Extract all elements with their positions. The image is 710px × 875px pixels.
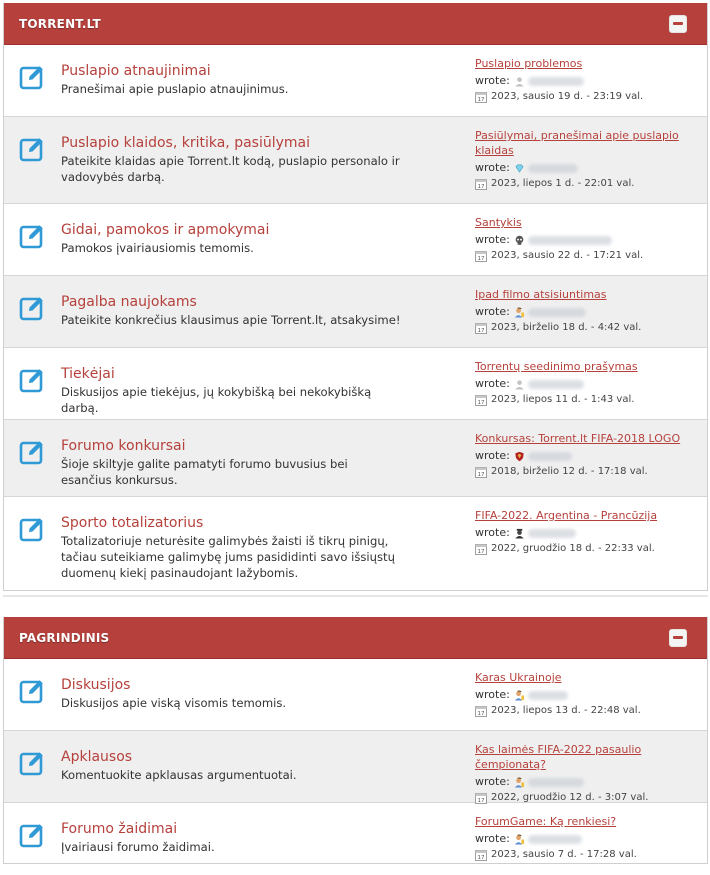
last-post [475, 431, 707, 479]
forum-description: Komentuokite apklausas argumentuotai. [61, 768, 297, 782]
calendar-icon [475, 178, 487, 190]
last-post-topic-link[interactable]: Kas laimės FIFA-2022 pasaulio čempionatą? [475, 743, 642, 771]
forum-edit-icon[interactable] [18, 62, 48, 92]
wrote-label: wrote: [475, 233, 510, 246]
last-post-topic-link[interactable]: Karas Ukrainoje [475, 671, 562, 684]
svg-text:17: 17 [477, 711, 485, 717]
last-post [475, 359, 707, 407]
last-post-date [475, 90, 707, 104]
forum-edit-icon[interactable] [18, 293, 48, 323]
calendar-icon [475, 543, 487, 555]
last-post-date [475, 465, 707, 479]
svg-text:17: 17 [477, 97, 485, 103]
date-text: 2022, gruodžio 12 d. - 3:07 val. [491, 792, 649, 803]
forum-title-link[interactable]: Forumo konkursai [61, 438, 186, 454]
forum-title-link[interactable]: Diskusijos [61, 677, 131, 693]
svg-text:17: 17 [477, 798, 485, 804]
forum-edit-icon[interactable] [18, 676, 48, 706]
date-text: 2023, liepos 11 d. - 1:43 val. [491, 394, 635, 405]
wrote-label: wrote: [475, 377, 510, 390]
forum-section-torrent [3, 3, 708, 591]
forum-edit-icon[interactable] [18, 134, 48, 164]
shield-icon [514, 451, 525, 462]
forum-row [4, 420, 707, 497]
date-text: 2023, sausio 19 d. - 23:19 val. [491, 91, 644, 102]
last-post-author [475, 161, 707, 175]
svg-text:17: 17 [477, 855, 485, 861]
last-post-topic-link[interactable]: FIFA-2022. Argentina - Prancūzija [475, 509, 658, 522]
forum-row [4, 45, 707, 117]
forum-edit-icon[interactable] [18, 514, 48, 544]
person-icon [514, 307, 525, 318]
wrote-label: wrote: [475, 526, 510, 539]
forum-title-link[interactable]: Puslapio klaidos, kritika, pasiūlymai [61, 135, 311, 151]
forum-description: Totalizatoriuje neturėsite galimybės žaisti iš tikrų pinigų, tačiau suteikiame galimybę jums pasididinti savo išsiųstų duomenų kiekį pasinaudojant lažybomis. [61, 534, 395, 580]
forum-description: Diskusijos apie tiekėjus, jų kokybišką bei nekokybišką darbą. [61, 385, 372, 415]
date-text: 2023, birželio 18 d. - 4:42 val. [491, 322, 642, 333]
user-icon [514, 76, 525, 87]
section-title: TORRENT.LT [19, 16, 101, 31]
author-name-redacted[interactable] [528, 691, 568, 700]
forum-title-link[interactable]: Puslapio atnaujinimai [61, 63, 211, 79]
last-post [475, 287, 707, 335]
last-post-date [475, 321, 707, 335]
last-post [475, 742, 707, 805]
collapse-icon[interactable] [669, 629, 687, 647]
forum-section-pagrindinis [3, 617, 708, 864]
forum-description: Pranešimai apie puslapio atnaujinimus. [61, 82, 289, 96]
wrote-label: wrote: [475, 775, 510, 788]
calendar-icon [475, 466, 487, 478]
last-post-topic-link[interactable]: Konkursas: Torrent.lt FIFA-2018 LOGO [475, 432, 681, 445]
forum-row [4, 348, 707, 420]
forum-row [4, 803, 707, 875]
last-post-author [475, 526, 707, 540]
section-divider [3, 595, 708, 597]
section-header [4, 617, 707, 659]
last-post-author [475, 305, 707, 319]
author-name-redacted[interactable] [528, 778, 584, 787]
last-post-date [475, 704, 707, 718]
person-icon [514, 834, 525, 845]
last-post-date [475, 393, 707, 407]
forum-row [4, 731, 707, 803]
last-post [475, 128, 707, 191]
svg-text:17: 17 [477, 549, 485, 555]
calendar-icon [475, 394, 487, 406]
forum-row [4, 497, 707, 590]
calendar-icon [475, 91, 487, 103]
last-post-topic-link[interactable]: Santykis [475, 216, 522, 229]
last-post-author [475, 775, 707, 789]
author-name-redacted[interactable] [528, 452, 572, 461]
forum-description: Pateikite klaidas apie Torrent.lt kodą, puslapio personalo ir vadovybės darbą. [61, 154, 400, 184]
forum-title-link[interactable]: Apklausos [61, 749, 133, 765]
wrote-label: wrote: [475, 74, 510, 87]
section-title: PAGRINDINIS [19, 630, 110, 645]
last-post-topic-link[interactable]: ForumGame: Ką renkiesi? [475, 815, 617, 828]
author-name-redacted[interactable] [528, 380, 584, 389]
last-post [475, 56, 707, 104]
last-post-author [475, 74, 707, 88]
last-post-date [475, 848, 707, 862]
forum-title-link[interactable]: Forumo žaidimai [61, 821, 178, 837]
forum-title-link[interactable]: Sporto totalizatorius [61, 515, 204, 531]
forum-row [4, 204, 707, 276]
last-post-author [475, 449, 707, 463]
forum-description: Įvairiausi forumo žaidimai. [61, 840, 215, 854]
wrote-label: wrote: [475, 305, 510, 318]
wrote-label: wrote: [475, 832, 510, 845]
forum-row [4, 117, 707, 204]
last-post-topic-link[interactable]: Ipad filmo atsisiuntimas [475, 288, 607, 301]
author-name-redacted[interactable] [528, 77, 584, 86]
author-name-redacted[interactable] [528, 236, 612, 245]
forum-row [4, 659, 707, 731]
author-name-redacted[interactable] [528, 835, 582, 844]
skull-icon [514, 235, 525, 246]
calendar-icon [475, 322, 487, 334]
date-text: 2023, sausio 7 d. - 17:28 val. [491, 849, 637, 860]
forum-description: Šioje skiltyje galite pamatyti forumo buvusius bei esančius konkursus. [61, 457, 348, 487]
forum-edit-icon[interactable] [18, 820, 48, 850]
wrote-label: wrote: [475, 161, 510, 174]
last-post-topic-link[interactable]: Torrentų seedinimo prašymas [475, 360, 638, 373]
date-text: 2022, gruodžio 18 d. - 22:33 val. [491, 543, 655, 554]
last-post-date [475, 542, 707, 556]
calendar-icon [475, 250, 487, 262]
forum-description: Pateikite konkrečius klausimus apie Torrent.lt, atsakysime! [61, 313, 401, 327]
last-post-author [475, 233, 707, 247]
last-post [475, 215, 707, 263]
author-name-redacted[interactable] [528, 308, 586, 317]
last-post-date [475, 177, 707, 191]
agent-icon [514, 528, 525, 539]
diamond-icon [514, 163, 525, 174]
forum-description: Diskusijos apie viską visomis temomis. [61, 696, 287, 710]
date-text: 2023, liepos 13 d. - 22:48 val. [491, 705, 641, 716]
last-post [475, 508, 707, 556]
calendar-icon [475, 849, 487, 861]
forum-title-link[interactable]: Tiekėjai [61, 366, 115, 382]
calendar-icon [475, 705, 487, 717]
user-icon [514, 379, 525, 390]
svg-text:17: 17 [477, 328, 485, 334]
date-text: 2023, sausio 22 d. - 17:21 val. [491, 250, 644, 261]
author-name-redacted[interactable] [528, 529, 576, 538]
wrote-label: wrote: [475, 688, 510, 701]
last-post-topic-link[interactable]: Puslapio problemos [475, 57, 583, 70]
forum-edit-icon[interactable] [18, 365, 48, 395]
forum-edit-icon[interactable] [18, 221, 48, 251]
forum-description: Pamokos įvairiausiomis temomis. [61, 241, 254, 255]
last-post-topic-link[interactable]: Pasiūlymai, pranešimai apie puslapio klaidas [475, 129, 679, 157]
date-text: 2018, birželio 12 d. - 17:18 val. [491, 466, 648, 477]
section-header [4, 3, 707, 45]
forum-title-link[interactable]: Pagalba naujokams [61, 294, 197, 310]
forum-title-link[interactable]: Gidai, pamokos ir apmokymai [61, 222, 270, 238]
date-text: 2023, liepos 1 d. - 22:01 val. [491, 178, 635, 189]
last-post [475, 814, 707, 862]
svg-text:17: 17 [477, 400, 485, 406]
wrote-label: wrote: [475, 449, 510, 462]
author-name-redacted[interactable] [528, 164, 578, 173]
last-post [475, 670, 707, 718]
svg-text:17: 17 [477, 472, 485, 478]
last-post-author [475, 832, 707, 846]
person-icon [514, 690, 525, 701]
person-icon [514, 777, 525, 788]
forum-row [4, 276, 707, 348]
svg-text:17: 17 [477, 184, 485, 190]
forum-edit-icon[interactable] [18, 748, 48, 778]
last-post-author [475, 377, 707, 391]
collapse-icon[interactable] [669, 15, 687, 33]
last-post-author [475, 688, 707, 702]
svg-text:17: 17 [477, 256, 485, 262]
forum-edit-icon[interactable] [18, 437, 48, 467]
last-post-date [475, 249, 707, 263]
